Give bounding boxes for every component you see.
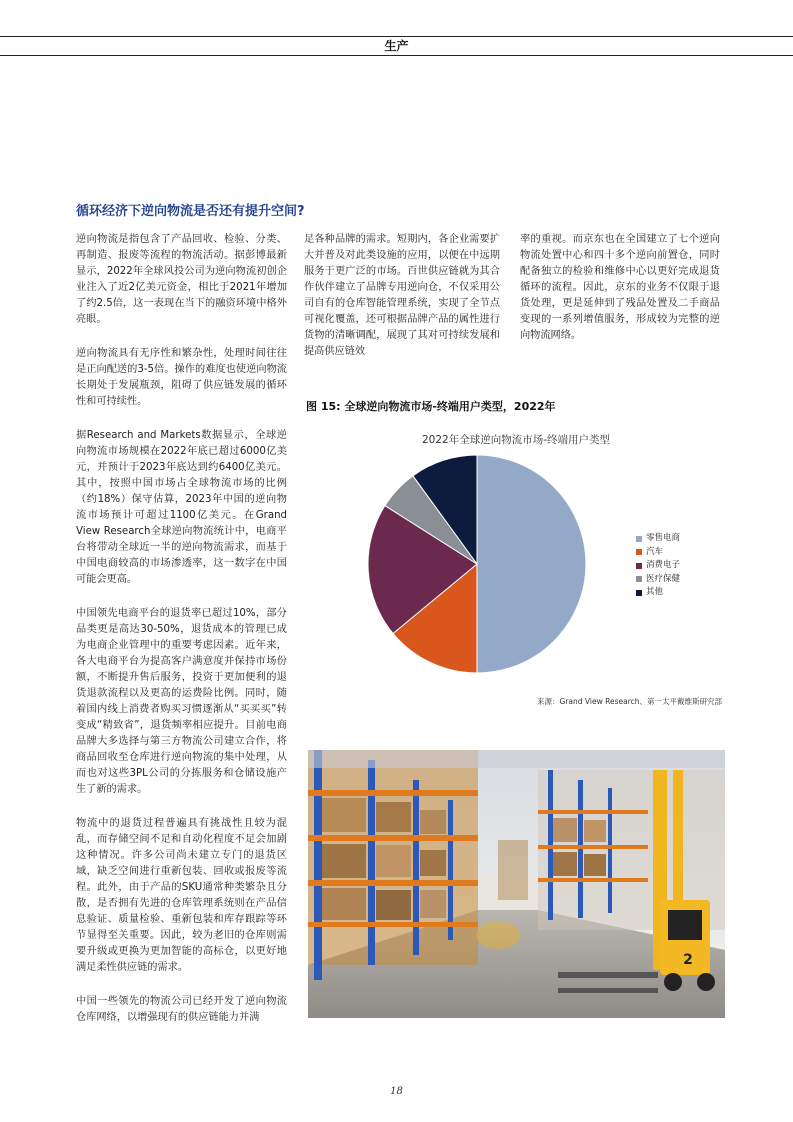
paragraph: 逆向物流具有无序性和繁杂性，处理时间往往是正向配送的3-5倍。操作的难度也使逆向物流长期处于发展瓶颈，阻碍了供应链发展的循环性和可持续性。 [76, 348, 287, 407]
paragraph: 逆向物流是指包含了产品回收、检验、分类、再制造、报废等流程的物流活动。据彭博最新显示，2022年全球风投公司为逆向物流初创企业注入了近2亿美元资金，相比于2021年增加了约2.5倍，这一表现在当下的融资环境中格外亮眼。 [76, 234, 287, 325]
legend-item [636, 546, 680, 560]
legend-label: 汽车 [646, 546, 664, 557]
legend-label: 消费电子 [646, 560, 681, 570]
page-number: 18 [390, 1086, 403, 1097]
legend-item [636, 559, 680, 573]
body-column-2 [304, 232, 500, 378]
header-rule-bottom [0, 55, 793, 56]
legend-label: 零售电商 [646, 533, 681, 543]
legend-swatch [636, 590, 642, 596]
section-label: 生产 [384, 39, 409, 53]
figure-source: 来源：Grand View Research、第一太平戴维斯研究部 [537, 697, 722, 706]
legend-label: 医疗保健 [646, 573, 681, 584]
svg-text:2: 2 [683, 952, 693, 968]
warehouse-photo [308, 750, 725, 1018]
chart-legend [636, 532, 680, 600]
paragraph: 据Research and Markets数据显示，全球逆向物流市场规模在2022年底已超过6000亿美元，并预计于2023年底达到约6400亿美元。其中，按照中国市场占全球物流市场的比例（约18%）保守估算，2023年中国的逆向物流市场预计可超过1100亿美元。在Grand View Research全球逆向物流统计中，电商平台将带动全球近一半的逆向物流需求，而基于中国电商较高的市场渗透率，这一数字在中国可能会更高。 [76, 430, 287, 585]
legend-item [636, 532, 680, 546]
legend-item [636, 586, 680, 600]
legend-item [636, 573, 680, 587]
legend-swatch [636, 536, 642, 542]
legend-label: 其他 [646, 587, 664, 597]
legend-swatch [636, 576, 642, 582]
figure-caption: 图 15: 全球逆向物流市场-终端用户类型，2022年 [306, 400, 556, 413]
legend-swatch [636, 549, 642, 555]
pie-chart [306, 420, 726, 706]
paragraph: 中国一些领先的物流公司已经开发了逆向物流仓库网络，以增强现有的供应链能力并满 [76, 996, 287, 1023]
paragraph: 率的重视。而京东也在全国建立了七个逆向物流处置中心和四十多个逆向前置仓，同时配备独立的检验和维修中心以更好完成退货循环的流程。因此，京东的业务不仅限于退货处理，更是延伸到了残品处置及二手商品变现的一系列增值服务，形成较为完整的逆向物流网络。 [520, 234, 720, 341]
body-column-1 [76, 232, 287, 1044]
paragraph: 足各种品牌的需求。短期内，各企业需要扩大并普及对此类设施的应用，以便在中远期服务于更广泛的市场。百世供应链就为其合作伙伴建立了品牌专用逆向仓，不仅采用公司自有的仓库智能管理系统，实现了全节点可视化覆盖，还可根据品牌产品的属性进行货物的清晰调配，展现了其对可持续发展和提高供应链效 [304, 234, 500, 357]
paragraph: 中国领先电商平台的退货率已超过10%，部分品类更是高达30-50%，退货成本的管理已成为电商企业管理中的重要考虑因素。近年来，各大电商平台为提高客户满意度并保持市场份额，不断提升售后服务，投资于更加便利的退货退款流程以及更高的运费险比例。同时，随着国内线上消费者购买习惯逐渐从“买买买”转变成“精致省”，退货频率相应提升。目前电商品牌大多选择与第三方物流公司建立合作，将商品回收至仓库进行逆向物流的集中处理，从而也对这些3PL公司的分拣服务和仓储设施产生了新的需求。 [76, 608, 287, 795]
legend-swatch [636, 563, 642, 569]
paragraph: 物流中的退货过程普遍具有挑战性且较为混乱，而存储空间不足和自动化程度不足会加剧这种情况。许多公司尚未建立专门的退货区域，缺乏空间进行重新包装、回收或报废等流程。此外，由于产品的SKU通常种类繁杂且分散，是否拥有先进的仓库管理系统则在产品信息验证、质量检验、重新包装和库存跟踪等环节显得至关重要。因此，较为老旧的仓库则需要升级或更换为更加智能的高标仓，以更好地满足柔性供应链的需求。 [76, 818, 287, 973]
body-column-3 [520, 232, 720, 362]
pie-slice [477, 455, 586, 673]
article-title: 循环经济下逆向物流是否还有提升空间? [76, 204, 305, 219]
chart-title: 2022年全球逆向物流市场-终端用户类型 [421, 434, 610, 446]
